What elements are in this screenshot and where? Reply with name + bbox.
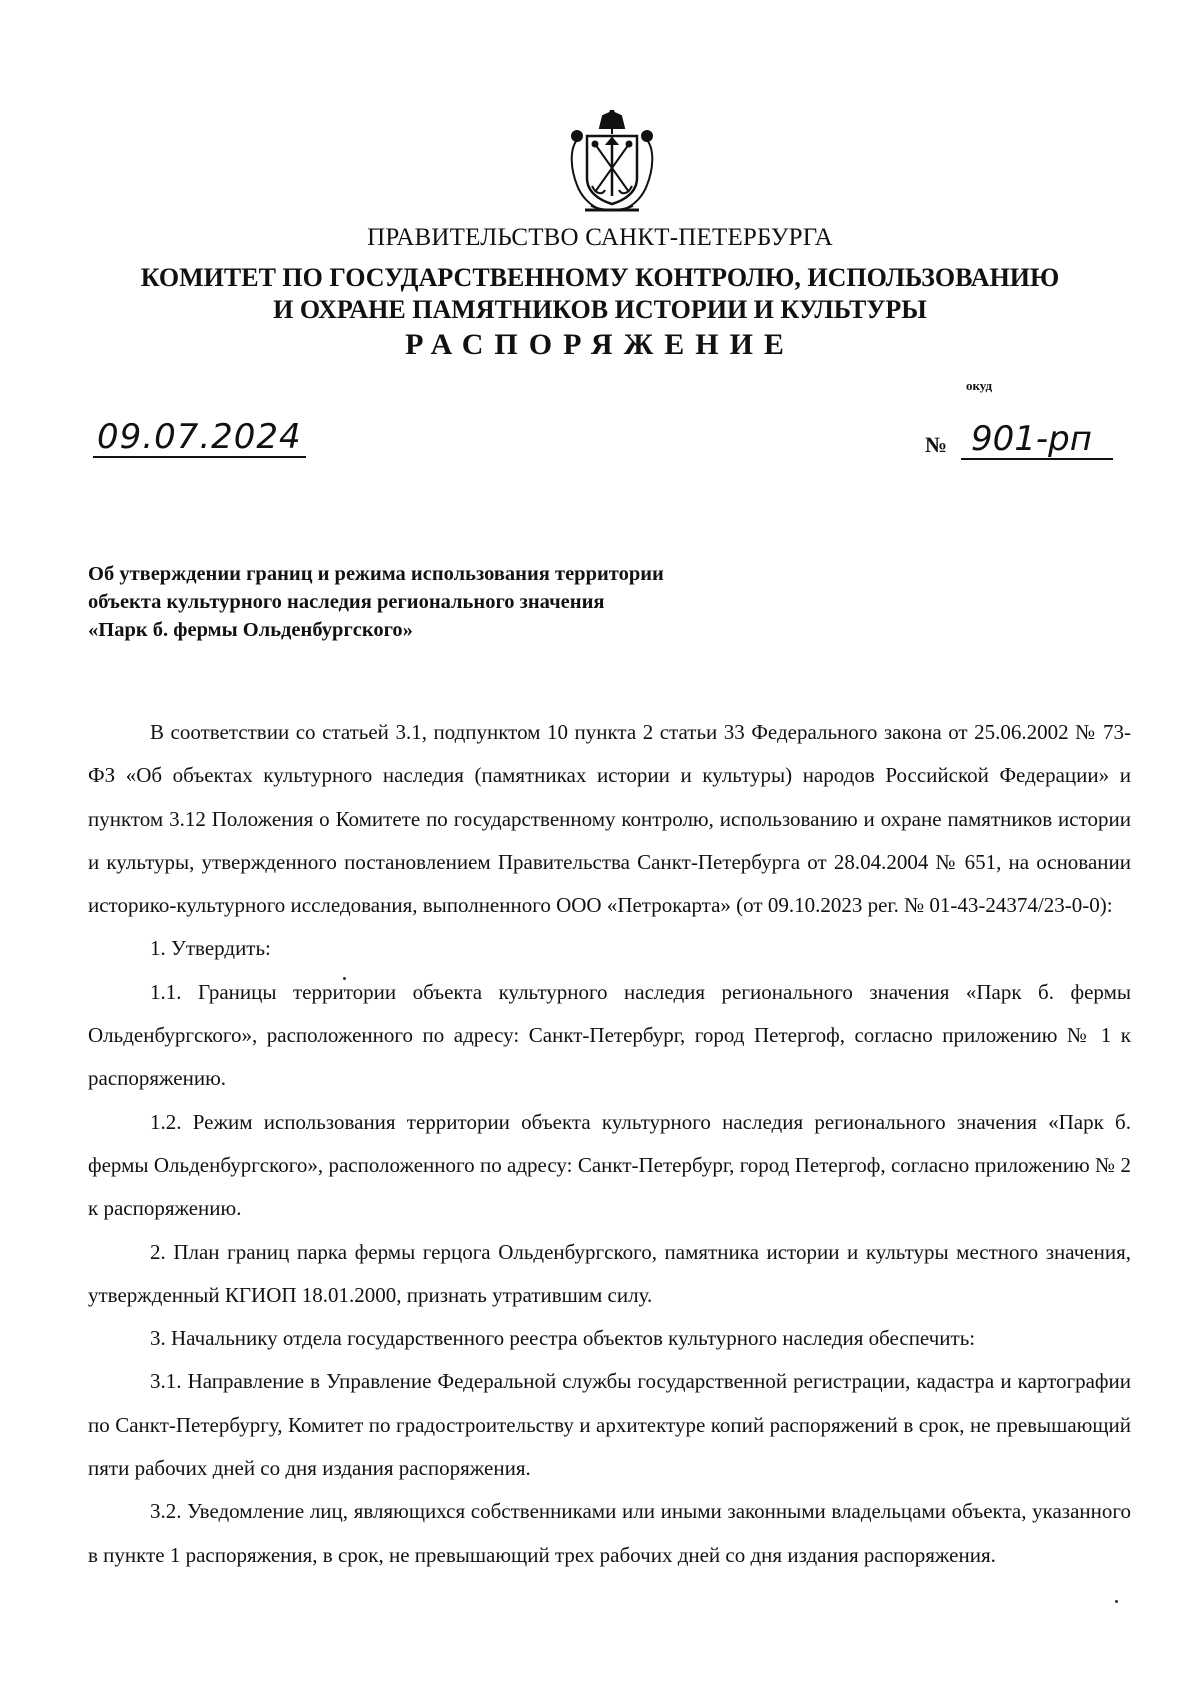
committee-title (0, 262, 1200, 326)
subject-line2: объекта культурного наследия регионального значения (88, 591, 605, 613)
scan-speck (343, 977, 346, 980)
coat-of-arms-emblem (567, 110, 657, 215)
document-date: 09.07.2024 (93, 418, 306, 458)
subject-line1: Об утверждении границ и режима использования территории (88, 563, 664, 585)
document-subject (88, 560, 664, 644)
paragraph-preamble: В соответствии со статьей 3.1, подпунктом 10 пункта 2 статьи 33 Федерального закона от 25.06.2002 № 73-ФЗ «Об объектах культурного наследия (памятниках истории и культуры) народов Российской Федерации» и пунктом 3.12 Положения о Комитете по государственному контролю, использованию и охране памятников истории и культуры, утвержденного постановлением Правительства Санкт-Петербурга от 28.04.2004 № 651, на основании историко-культурного исследования, выполненного ООО «Петрокарта» (от 09.10.2023 рег. № 01-43-24374/23-0-0): (88, 720, 1131, 918)
number-sign: № (925, 432, 948, 457)
paragraph-3: 3. Начальнику отдела государственного реестра объектов культурного наследия обеспечить: (150, 1326, 976, 1351)
paragraph-3-2: 3.2. Уведомление лиц, являющихся собственниками или иными законными владельцами объекта, указанного в пункте 1 распоряжения, в срок, не превышающий трех рабочих дней со дня издания распоряжения. (88, 1499, 1131, 1567)
document-number-block (925, 419, 1120, 466)
subject-line3: «Парк б. фермы Ольденбургского» (88, 619, 413, 641)
document-body (88, 711, 1131, 1577)
paragraph-1-2: 1.2. Режим использования территории объекта культурного наследия регионального значения «Парк б. фермы Ольденбургского», расположенного по адресу: Санкт-Петербург, город Петергоф, согласно приложению № 2 к распоряжению. (88, 1109, 1131, 1221)
committee-title-line1: КОМИТЕТ ПО ГОСУДАРСТВЕННОМУ КОНТРОЛЮ, ИСПОЛЬЗОВАНИЮ (140, 263, 1060, 292)
okud-label: окуд (966, 378, 993, 393)
paragraph-3-1: 3.1. Направление в Управление Федеральной службы государственной регистрации, кадастра и картографии по Санкт-Петербургу, Комитет по градостроительству и архитектуре копий распоряжений в срок, не превышающий пяти рабочих дней со дня издания распоряжения. (88, 1369, 1131, 1481)
committee-title-line2: И ОХРАНЕ ПАМЯТНИКОВ ИСТОРИИ И КУЛЬТУРЫ (273, 295, 927, 324)
paragraph-1: 1. Утвердить: (150, 936, 271, 961)
paragraph-1-1: 1.1. Границы территории объекта культурного наследия регионального значения «Парк б. фермы Ольденбургского», расположенного по адресу: Санкт-Петербург, город Петергоф, согласно приложению № 1 к распоряжению. (88, 979, 1131, 1091)
government-title: ПРАВИТЕЛЬСТВО САНКТ-ПЕТЕРБУРГА (367, 224, 833, 251)
paragraph-2: 2. План границ парка фермы герцога Ольденбургского, памятника истории и культуры местного значения, утвержденный КГИОП 18.01.2000, признать утратившим силу. (88, 1239, 1131, 1307)
scan-speck (1115, 1600, 1118, 1603)
document-type: РАСПОРЯЖЕНИЕ (405, 328, 795, 361)
document-number: 901-рп (961, 420, 1113, 460)
